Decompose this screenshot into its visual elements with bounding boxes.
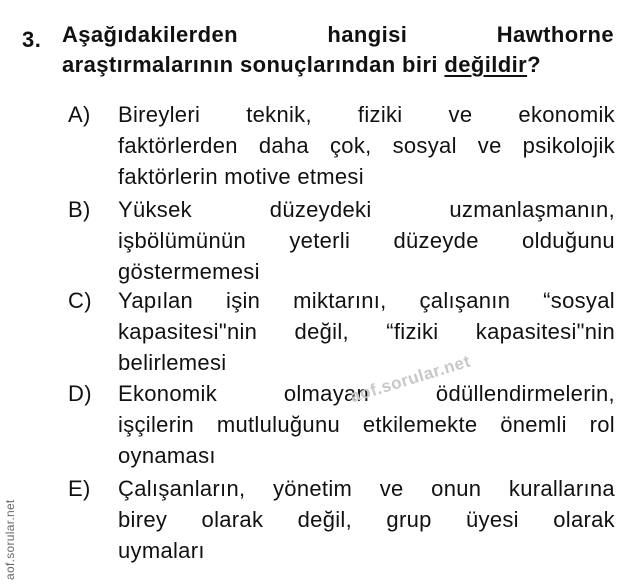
option-letter: E) bbox=[68, 476, 91, 501]
option-text-line bbox=[118, 133, 615, 159]
option-letter: D) bbox=[68, 381, 92, 406]
option-word: belirlemesi bbox=[118, 350, 227, 375]
option-word: etkilemekte bbox=[362, 412, 478, 437]
option-word: birey bbox=[118, 507, 168, 532]
question-number: 3. bbox=[22, 27, 42, 52]
question-line-1 bbox=[62, 22, 614, 48]
option-word: Yüksek bbox=[118, 197, 192, 222]
option-text-line bbox=[118, 164, 615, 190]
option-text-line bbox=[118, 538, 615, 564]
option-word: olarak bbox=[201, 507, 264, 532]
option-text-line bbox=[118, 288, 615, 314]
option-word: yönetim bbox=[273, 476, 353, 501]
option-word: grup bbox=[386, 507, 432, 532]
option-word: ve bbox=[477, 133, 502, 158]
option-word: ve bbox=[448, 102, 473, 127]
option-word: ödüllendirmelerin, bbox=[435, 381, 615, 406]
question-word: Hawthorne bbox=[496, 22, 614, 47]
question-line-2 bbox=[62, 52, 614, 78]
option-text-line bbox=[118, 319, 615, 345]
option-word: çalışanın bbox=[419, 288, 511, 313]
option-word: değil, bbox=[294, 319, 349, 344]
option-letter: B) bbox=[68, 197, 91, 222]
option-word: değil, bbox=[297, 507, 353, 532]
option-word: olarak bbox=[553, 507, 615, 532]
option-word: işin bbox=[226, 288, 261, 313]
option-word: oynaması bbox=[118, 443, 216, 468]
option-word: çok, bbox=[330, 133, 372, 158]
option-word: yeterli bbox=[289, 228, 351, 253]
option-word: ve bbox=[379, 476, 404, 501]
question-word: Aşağıdakilerden bbox=[62, 22, 238, 47]
option-text-line bbox=[118, 350, 615, 376]
option-word: olmayan bbox=[283, 381, 370, 406]
option-word: kurallarına bbox=[508, 476, 615, 501]
negation-word: değildir bbox=[444, 52, 528, 77]
option-word: kapasitesi"nin bbox=[118, 319, 258, 344]
question-text: araştırmalarının sonuçlarından biri bbox=[62, 52, 445, 77]
option-word: Yapılan bbox=[118, 288, 194, 313]
option-text-line bbox=[118, 476, 615, 502]
option-text-line bbox=[118, 102, 615, 128]
option-word: miktarını, bbox=[293, 288, 387, 313]
option-word: düzeyde bbox=[393, 228, 479, 253]
option-word: Bireyleri bbox=[118, 102, 201, 127]
option-word: göstermemesi bbox=[118, 259, 260, 284]
option-letter: A) bbox=[68, 102, 91, 127]
option-word: düzeydeki bbox=[269, 197, 372, 222]
option-text-line bbox=[118, 443, 615, 469]
option-word: fiziki bbox=[357, 102, 403, 127]
option-word: “fiziki bbox=[386, 319, 439, 344]
option-word: işçilerin bbox=[118, 412, 195, 437]
option-word: ekonomik bbox=[518, 102, 615, 127]
option-word: faktörlerden bbox=[118, 133, 238, 158]
option-word: uzmanlaşmanın, bbox=[449, 197, 615, 222]
option-text-line bbox=[118, 507, 615, 533]
option-word: mutluluğunu bbox=[216, 412, 341, 437]
option-word: rol bbox=[589, 412, 615, 437]
question-word: hangisi bbox=[327, 22, 408, 47]
option-letter: C) bbox=[68, 288, 92, 313]
option-word: uymaları bbox=[118, 538, 205, 563]
option-word: üyesi bbox=[466, 507, 519, 532]
option-text-line bbox=[118, 228, 615, 254]
option-word: önemli bbox=[500, 412, 567, 437]
question-mark: ? bbox=[527, 52, 541, 77]
option-word: faktörlerin motive etmesi bbox=[118, 164, 364, 189]
option-word: Çalışanların, bbox=[118, 476, 246, 501]
option-word: psikolojik bbox=[522, 133, 615, 158]
watermark-side: aof.sorular.net bbox=[3, 499, 17, 580]
option-word: kapasitesi"nin bbox=[475, 319, 615, 344]
option-word: daha bbox=[258, 133, 309, 158]
option-word: olduğunu bbox=[522, 228, 615, 253]
option-word: “sosyal bbox=[543, 288, 615, 313]
option-word: Ekonomik bbox=[118, 381, 217, 406]
option-word: işbölümünün bbox=[118, 228, 247, 253]
watermark-center: aof.sorular.net bbox=[348, 351, 473, 407]
option-text-line bbox=[118, 412, 615, 438]
option-word: sosyal bbox=[392, 133, 457, 158]
option-word: teknik, bbox=[246, 102, 312, 127]
option-text-line bbox=[118, 197, 615, 223]
option-text-line bbox=[118, 259, 615, 285]
option-word: onun bbox=[431, 476, 482, 501]
